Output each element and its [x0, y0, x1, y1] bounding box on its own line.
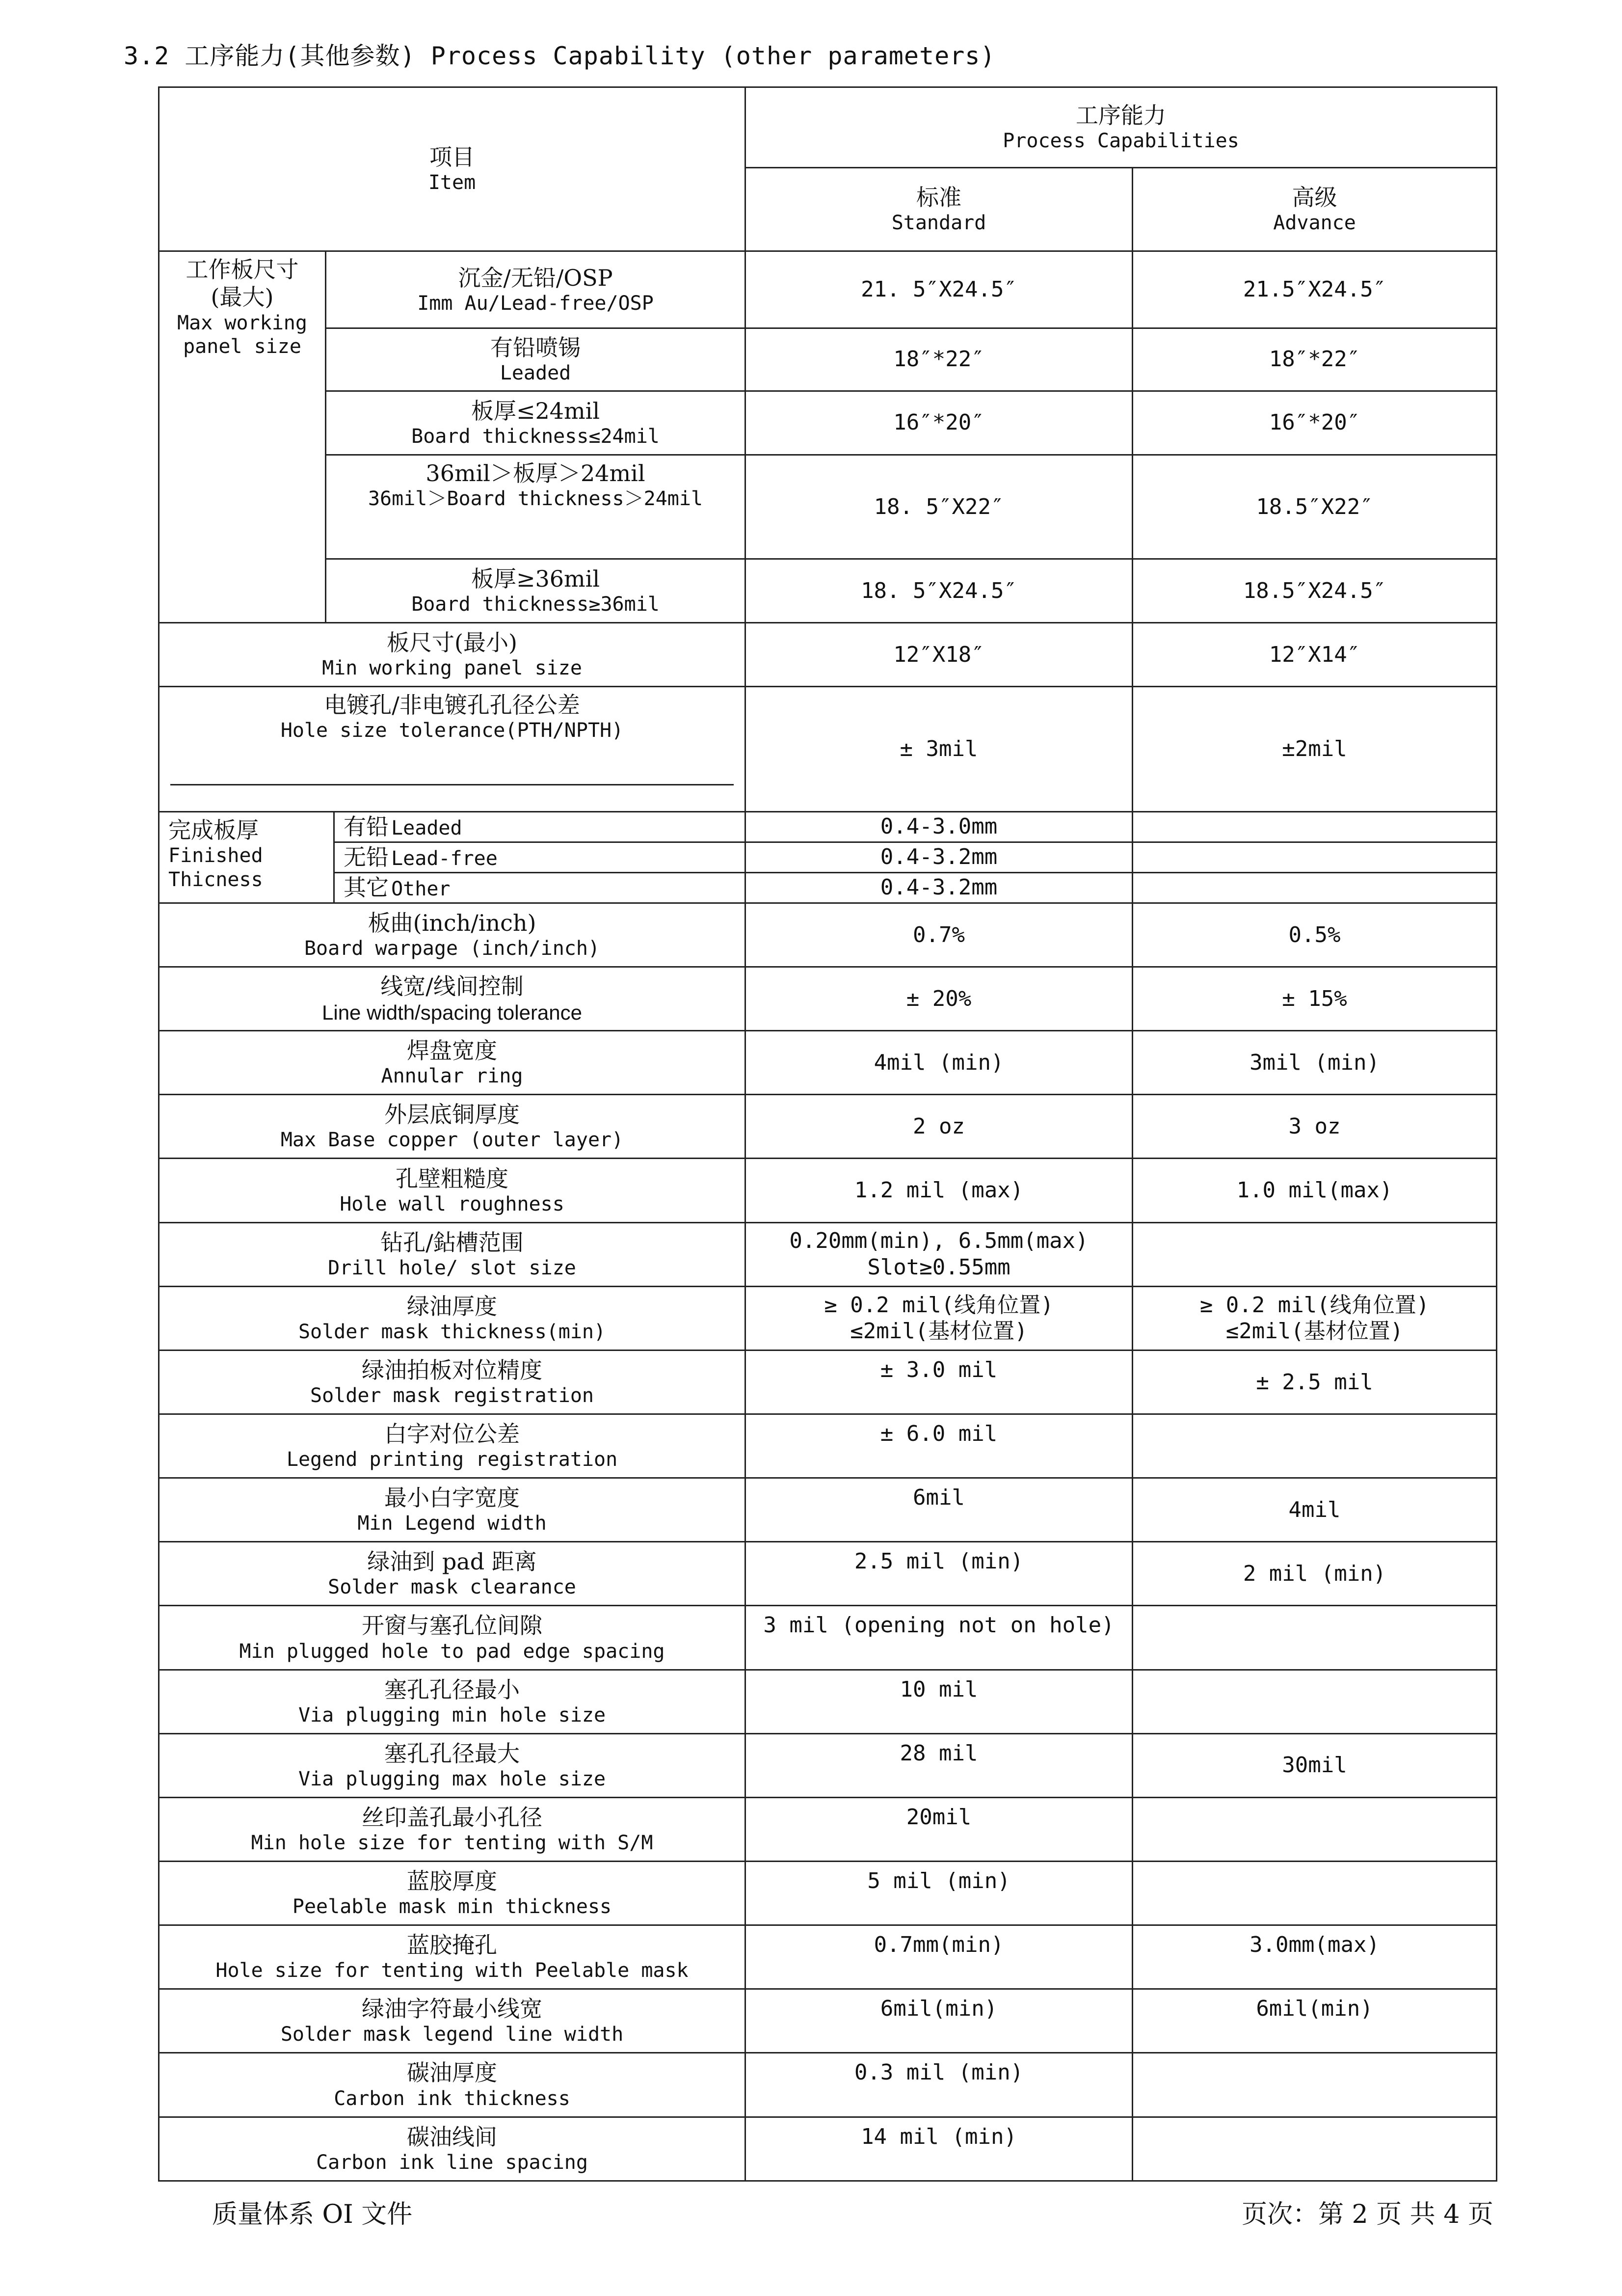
item-zh: 焊盘宽度	[407, 1037, 497, 1064]
advance-value: 4mil	[1133, 1478, 1497, 1542]
sub-item-cell	[334, 872, 745, 903]
item-zh: 钻孔/鉆槽范围	[380, 1229, 524, 1256]
sub-item-zh: 沉金/无铅/OSP	[458, 264, 613, 291]
table-row	[159, 1350, 1497, 1414]
advance-value: 12″X14″	[1133, 623, 1497, 687]
standard-value: 12″X18″	[745, 623, 1133, 687]
item-zh: 板曲(inch/inch)	[368, 909, 536, 936]
table-row	[159, 1286, 1497, 1350]
sub-item-cell	[326, 559, 745, 623]
standard-value: 6mil	[745, 1478, 1133, 1542]
item-cell	[159, 1542, 745, 1606]
standard-header-zh: 标准	[916, 184, 962, 211]
item-cell	[159, 1606, 745, 1670]
advance-value: 3 oz	[1133, 1095, 1497, 1159]
item-cell	[159, 1861, 745, 1925]
sub-item-en: Leaded	[391, 817, 462, 840]
divider	[170, 784, 734, 785]
item-cell	[159, 1478, 745, 1542]
sub-item-en: Imm Au/Lead-free/OSP	[417, 292, 654, 315]
item-header-zh: 项目	[429, 144, 475, 171]
advance-value: 3.0mm(max)	[1133, 1925, 1497, 1989]
item-cell	[159, 1222, 745, 1286]
sub-item-cell	[334, 842, 745, 872]
table-row	[159, 1159, 1497, 1222]
header-row-1	[159, 87, 1497, 168]
standard-value: ± 20%	[745, 967, 1133, 1030]
item-cell	[159, 1989, 745, 2053]
item-zh: 碳油厚度	[407, 2059, 497, 2086]
table-row	[159, 903, 1497, 967]
finished-label-zh: 完成板厚	[168, 816, 259, 843]
standard-value: 10 mil	[745, 1670, 1133, 1733]
sub-item-cell	[326, 455, 745, 559]
item-en: Min hole size for tenting with S/M	[251, 1832, 653, 1855]
item-zh: 蓝胶掩孔	[407, 1932, 497, 1959]
standard-value: 28 mil	[745, 1733, 1133, 1797]
item-cell	[159, 623, 745, 687]
advance-value: 18.5″X22″	[1133, 455, 1497, 559]
standard-value: ± 3mil	[745, 687, 1133, 811]
item-en: Drill hole/ slot size	[328, 1256, 576, 1279]
advance-header-zh: 高级	[1292, 184, 1337, 211]
sub-item-cell	[326, 391, 745, 455]
table-row	[159, 559, 1497, 623]
advance-value	[1133, 2117, 1497, 2181]
standard-value: 14 mil (min)	[745, 2117, 1133, 2181]
standard-value: ± 3.0 mil	[745, 1350, 1133, 1414]
standard-value: 20mil	[745, 1797, 1133, 1861]
item-header-cell	[159, 87, 745, 251]
table-row	[159, 967, 1497, 1030]
standard-value: 18″*22″	[745, 328, 1133, 391]
advance-value	[1133, 811, 1497, 842]
sub-item-zh: 无铅	[344, 844, 389, 871]
item-cell	[159, 903, 745, 967]
item-en: Hole wall roughness	[340, 1192, 564, 1216]
capability-header-zh: 工序能力	[1076, 102, 1167, 129]
advance-value	[1133, 1670, 1497, 1733]
table-row	[159, 1733, 1497, 1797]
item-zh: 碳油线间	[407, 2123, 497, 2150]
item-header-en: Item	[428, 171, 476, 194]
footer-document-label: 质量体系 OI 文件	[212, 2200, 413, 2229]
table-row	[159, 1925, 1497, 1989]
sub-item-zh: 其它	[344, 874, 389, 901]
table-row	[159, 1797, 1497, 1861]
sub-item-zh: 有铅	[344, 813, 389, 840]
advance-value: 30mil	[1133, 1733, 1497, 1797]
standard-value: 3 mil (opening not on hole)	[745, 1606, 1133, 1670]
item-zh: 塞孔孔径最小	[384, 1676, 520, 1703]
sub-item-en: Other	[391, 878, 451, 901]
item-cell	[159, 1733, 745, 1797]
standard-value: 5 mil (min)	[745, 1861, 1133, 1925]
item-zh: 绿油拍板对位精度	[362, 1356, 542, 1383]
table-row	[159, 1542, 1497, 1606]
table-row	[159, 1222, 1497, 1286]
standard-value: 2 oz	[745, 1095, 1133, 1159]
table-row	[159, 842, 1497, 872]
advance-value	[1133, 2053, 1497, 2117]
table-row	[159, 2117, 1497, 2181]
advance-value	[1133, 1606, 1497, 1670]
table-row	[159, 2053, 1497, 2117]
sub-item-en: Board thickness≥36mil	[411, 593, 660, 616]
sub-item-zh: 板厚≥36mil	[471, 566, 600, 593]
sub-item-en: Leaded	[500, 361, 571, 384]
item-en: Max Base copper (outer layer)	[280, 1129, 624, 1152]
table-row	[159, 1414, 1497, 1478]
standard-value: 0.20mm(min), 6.5mm(max) Slot≥0.55mm	[745, 1222, 1133, 1286]
advance-value	[1133, 1222, 1497, 1286]
advance-header-en: Advance	[1273, 212, 1356, 235]
advance-value: ±2mil	[1133, 687, 1497, 811]
max-panel-label-en2: panel size	[183, 335, 301, 358]
item-zh: 板尺寸(最小)	[387, 629, 517, 656]
item-en: Min Legend width	[357, 1512, 547, 1535]
standard-value: 0.4-3.2mm	[745, 842, 1133, 872]
item-cell	[159, 1095, 745, 1159]
standard-value: 1.2 mil (max)	[745, 1159, 1133, 1222]
item-zh: 白字对位公差	[384, 1421, 520, 1448]
standard-value: 2.5 mil (min)	[745, 1542, 1133, 1606]
table-row	[159, 1989, 1497, 2053]
standard-header-en: Standard	[891, 212, 986, 235]
standard-value: 18. 5″X22″	[745, 455, 1133, 559]
advance-value: 21.5″X24.5″	[1133, 251, 1497, 328]
table-row	[159, 251, 1497, 328]
item-en: Hole size tolerance(PTH/NPTH)	[280, 719, 624, 742]
capability-header-cell	[745, 87, 1497, 168]
item-en: Carbon ink thickness	[334, 2087, 570, 2110]
advance-value: ± 2.5 mil	[1133, 1350, 1497, 1414]
item-cell	[159, 967, 745, 1030]
finished-group-label	[159, 811, 334, 903]
item-zh: 绿油厚度	[407, 1293, 497, 1320]
standard-value: 16″*20″	[745, 391, 1133, 455]
advance-header-cell	[1133, 168, 1497, 251]
max-panel-label-zh1: 工作板尺寸	[186, 256, 299, 283]
advance-value: ± 15%	[1133, 967, 1497, 1030]
standard-value: 0.7mm(min)	[745, 1925, 1133, 1989]
standard-header-cell	[745, 168, 1133, 251]
sub-item-en: Board thickness≤24mil	[411, 425, 660, 448]
table-row	[159, 1861, 1497, 1925]
finished-label-en1: Finished	[168, 844, 263, 867]
item-cell	[159, 1350, 745, 1414]
sub-item-cell	[326, 328, 745, 391]
finished-label-en2: Thicness	[168, 868, 263, 891]
advance-value: 16″*20″	[1133, 391, 1497, 455]
advance-value: 18″*22″	[1133, 328, 1497, 391]
table-row	[159, 687, 1497, 811]
sub-item-zh: 有铅喷锡	[490, 334, 581, 361]
item-cell	[159, 2053, 745, 2117]
table-row	[159, 1670, 1497, 1733]
table-row	[159, 455, 1497, 559]
item-zh: 最小白字宽度	[384, 1485, 520, 1512]
item-cell	[159, 1159, 745, 1222]
page-title: 3.2 工序能力(其他参数) Process Capability (other parameters)	[124, 42, 996, 70]
advance-value	[1133, 842, 1497, 872]
item-en: Board warpage (inch/inch)	[304, 937, 600, 960]
advance-value: 1.0 mil(max)	[1133, 1159, 1497, 1222]
item-en: Line width/spacing tolerance	[322, 1000, 583, 1024]
standard-value: 21. 5″X24.5″	[745, 251, 1133, 328]
item-en: Solder mask thickness(min)	[298, 1320, 606, 1343]
item-zh: 孔壁粗糙度	[396, 1165, 508, 1192]
item-en: Carbon ink line spacing	[316, 2151, 588, 2174]
advance-value	[1133, 1414, 1497, 1478]
max-panel-label-en1: Max working	[177, 311, 307, 334]
item-cell	[159, 1286, 745, 1350]
item-en: Via plugging max hole size	[298, 1767, 606, 1790]
item-en: Solder mask legend line width	[280, 2023, 624, 2046]
advance-value: 6mil(min)	[1133, 1989, 1497, 2053]
advance-value: 3mil (min)	[1133, 1031, 1497, 1095]
standard-value: 0.4-3.0mm	[745, 811, 1133, 842]
item-en: Annular ring	[381, 1065, 523, 1088]
capability-header-en: Process Capabilities	[1003, 130, 1239, 153]
item-zh: 开窗与塞孔位间隙	[362, 1612, 542, 1639]
standard-value: 0.4-3.2mm	[745, 872, 1133, 903]
standard-value: 4mil (min)	[745, 1031, 1133, 1095]
item-cell	[159, 1797, 745, 1861]
advance-value	[1133, 1861, 1497, 1925]
item-zh: 绿油到 pad 距离	[367, 1548, 537, 1575]
table-row	[159, 328, 1497, 391]
table-row	[159, 811, 1497, 842]
advance-value	[1133, 1797, 1497, 1861]
table-row	[159, 1095, 1497, 1159]
item-zh: 丝印盖孔最小孔径	[362, 1804, 542, 1831]
item-en: Min plugged hole to pad edge spacing	[239, 1640, 665, 1663]
item-zh: 蓝胶厚度	[407, 1868, 497, 1895]
sub-item-zh: 36mil＞板厚＞24mil	[425, 459, 645, 486]
sub-item-en: 36mil＞Board thickness＞24mil	[368, 487, 703, 510]
advance-value: 2 mil (min)	[1133, 1542, 1497, 1606]
table-row	[159, 391, 1497, 455]
sub-item-cell	[334, 811, 745, 842]
standard-value: 18. 5″X24.5″	[745, 559, 1133, 623]
item-cell	[159, 1031, 745, 1095]
table-row	[159, 872, 1497, 903]
item-zh: 外层底铜厚度	[384, 1101, 520, 1128]
max-panel-group-label	[159, 251, 326, 623]
item-cell	[159, 2117, 745, 2181]
table-row	[159, 623, 1497, 687]
item-en: Solder mask registration	[310, 1384, 594, 1407]
advance-value: 0.5%	[1133, 903, 1497, 967]
item-en: Via plugging min hole size	[298, 1703, 606, 1727]
item-cell	[159, 687, 745, 811]
standard-value: ± 6.0 mil	[745, 1414, 1133, 1478]
max-panel-label-zh2: (最大)	[211, 284, 274, 311]
item-zh: 电镀孔/非电镀孔孔径公差	[324, 692, 580, 719]
sub-item-cell	[326, 251, 745, 328]
item-zh: 绿油字符最小线宽	[362, 1996, 542, 2023]
standard-value: ≥ 0.2 mil(线角位置) ≤2mil(基材位置)	[745, 1286, 1133, 1350]
item-cell	[159, 1670, 745, 1733]
table-row	[159, 1478, 1497, 1542]
item-en: Hole size for tenting with Peelable mask	[215, 1959, 689, 1982]
advance-value	[1133, 872, 1497, 903]
standard-value: 0.3 mil (min)	[745, 2053, 1133, 2117]
sub-item-zh: 板厚≤24mil	[471, 397, 600, 424]
item-en: Legend printing registration	[286, 1448, 618, 1471]
advance-value: 18.5″X24.5″	[1133, 559, 1497, 623]
footer-page-number: 页次：第 2 页 共 4 页	[1242, 2200, 1493, 2229]
item-cell	[159, 1925, 745, 1989]
standard-value: 6mil(min)	[745, 1989, 1133, 2053]
table-row	[159, 1031, 1497, 1095]
item-en: Solder mask clearance	[328, 1576, 576, 1599]
standard-value: 0.7%	[745, 903, 1133, 967]
sub-item-en: Lead-free	[391, 847, 498, 870]
advance-value: ≥ 0.2 mil(线角位置) ≤2mil(基材位置)	[1133, 1286, 1497, 1350]
item-zh: 线宽/线间控制	[380, 972, 524, 999]
table-row	[159, 1606, 1497, 1670]
item-zh: 塞孔孔径最大	[384, 1740, 520, 1767]
item-en: Min working panel size	[322, 657, 582, 680]
item-en: Peelable mask min thickness	[292, 1895, 612, 1918]
process-capability-table	[158, 86, 1497, 2182]
item-cell	[159, 1414, 745, 1478]
